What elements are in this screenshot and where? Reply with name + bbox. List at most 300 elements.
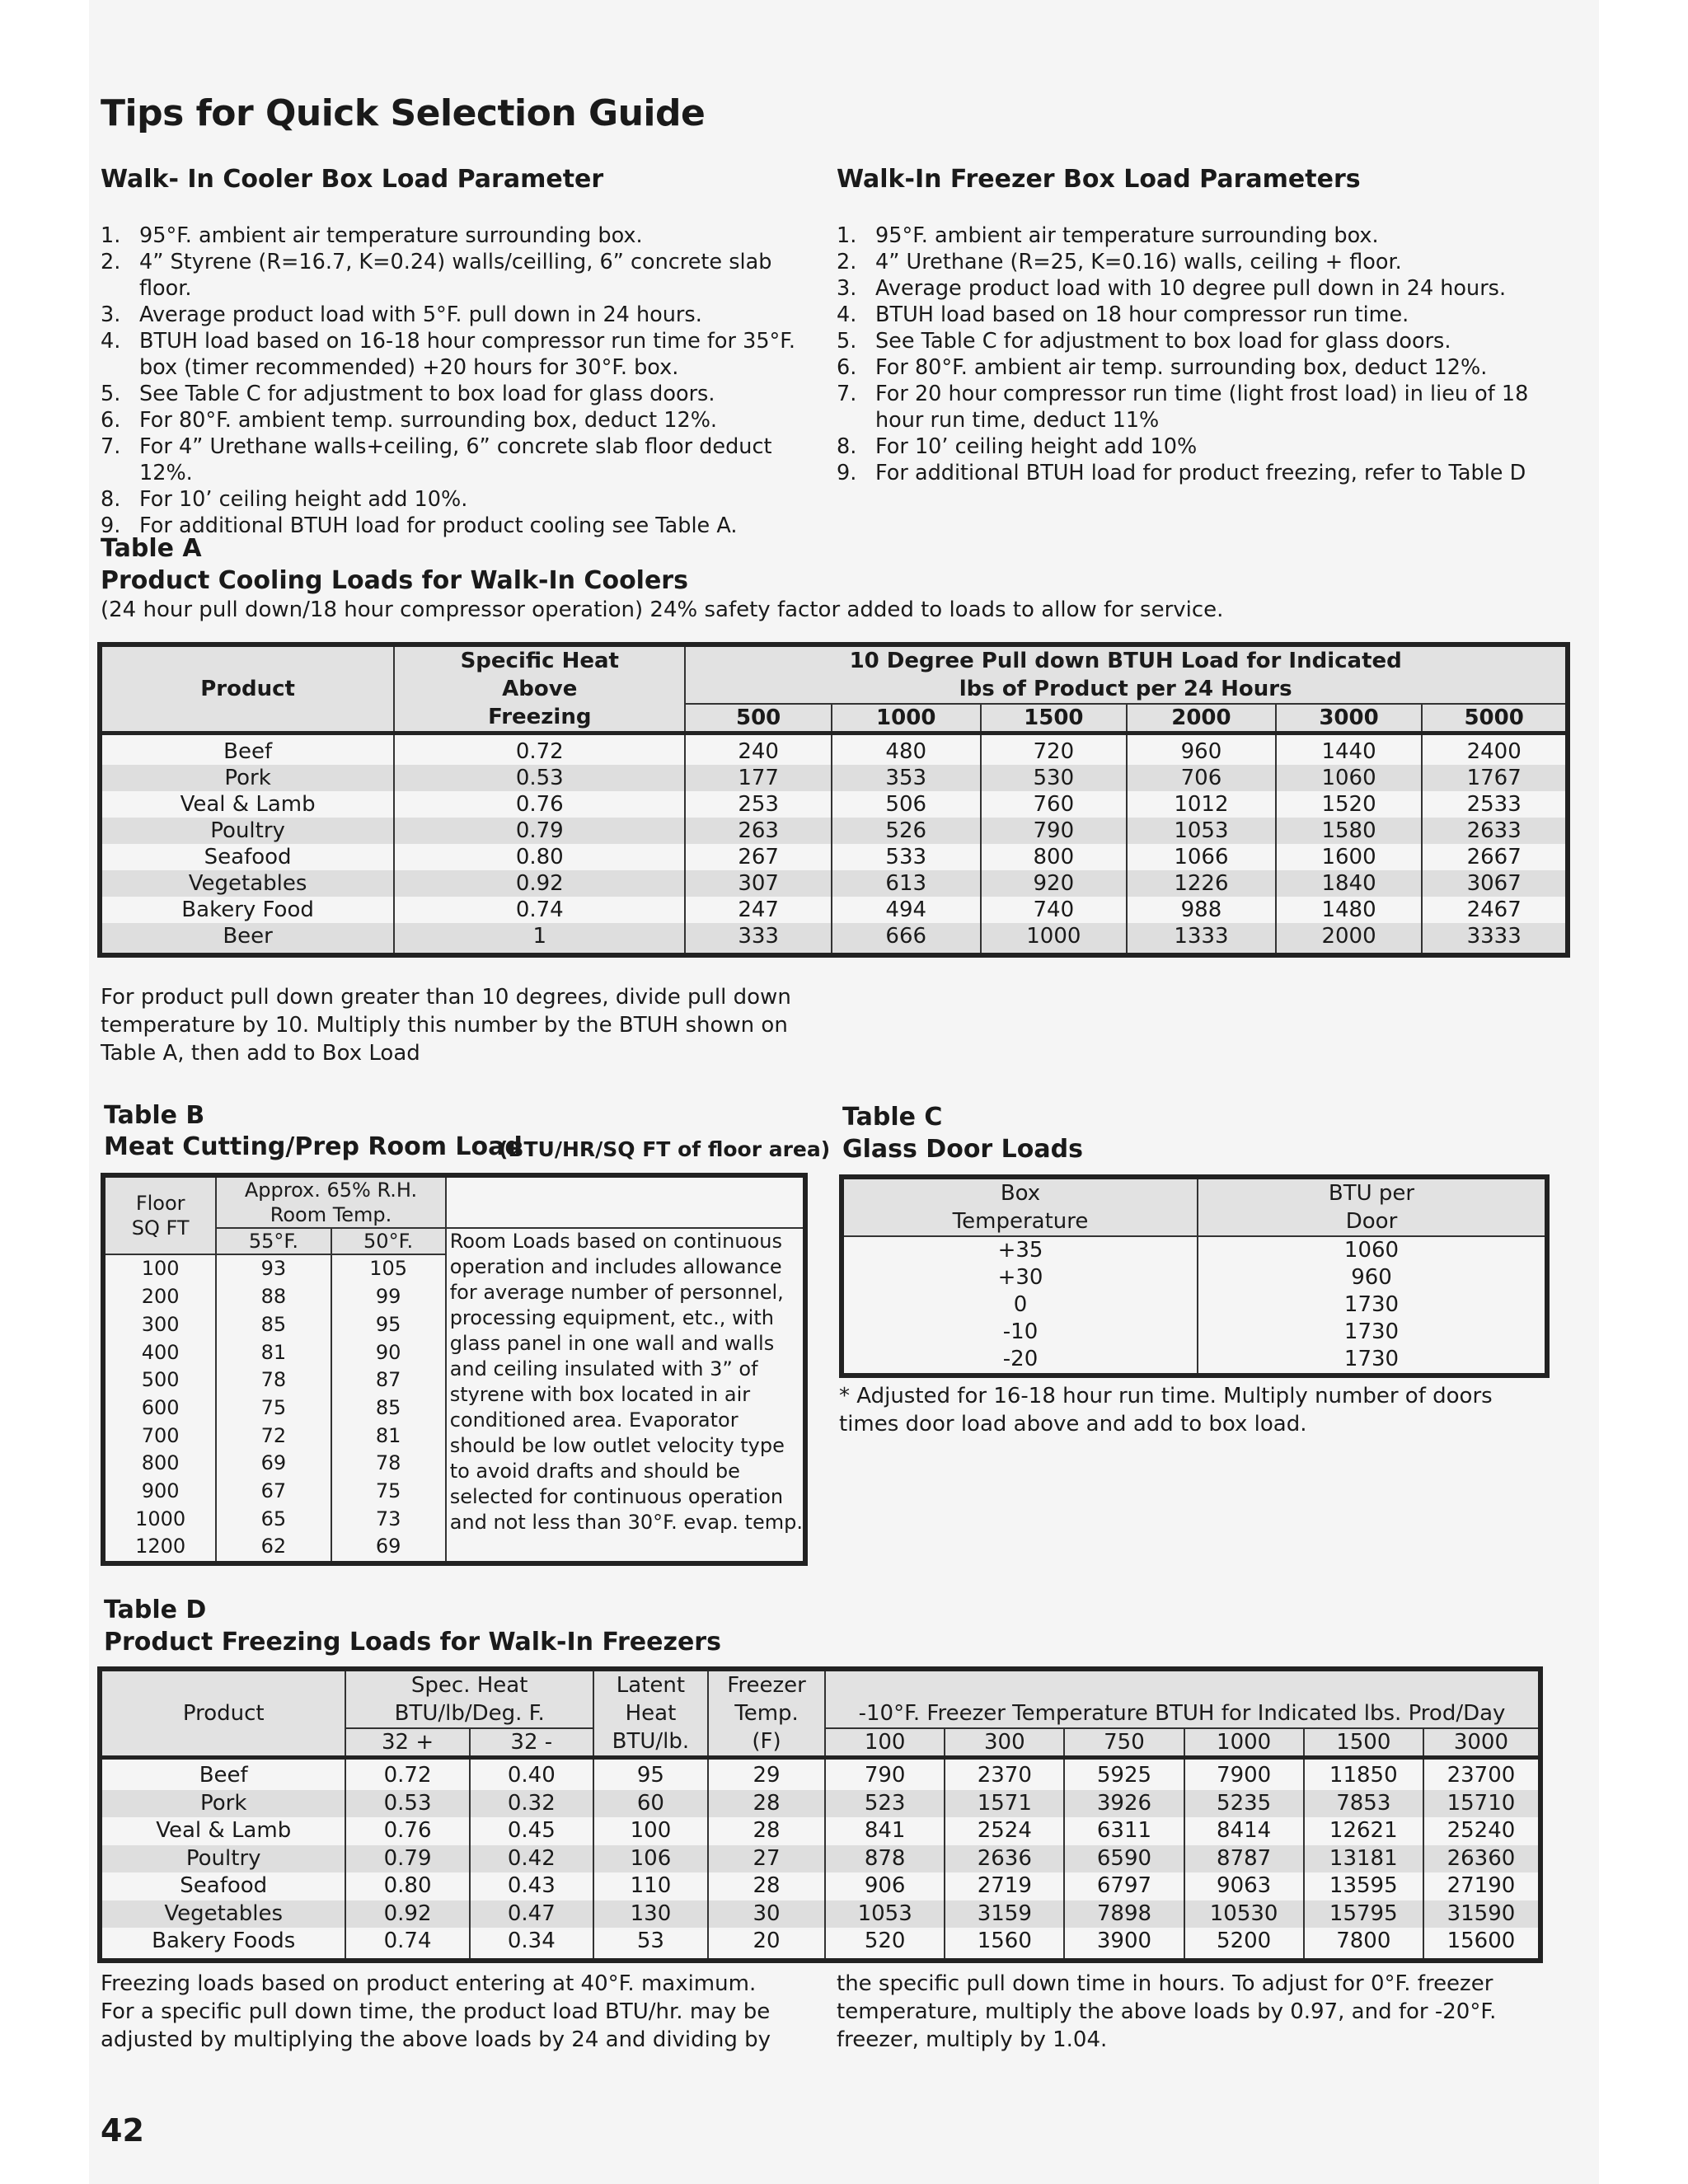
table-c-label: Table C — [842, 1103, 943, 1132]
page-number: 42 — [101, 2112, 144, 2149]
table-d-label: Table D — [104, 1596, 207, 1624]
table-row — [100, 733, 1568, 766]
table-b-description-line: glass panel in one wall and walls — [449, 1332, 775, 1355]
table-c — [839, 1174, 1550, 1378]
freezer-parameter-number: 3. — [837, 276, 857, 301]
table-d-cell: 8414 — [1184, 1817, 1304, 1845]
table-row — [100, 791, 1568, 818]
table-a-note — [101, 983, 791, 1067]
table-d-note-left-line1: Freezing loads based on product entering at 40°F. maximum. — [101, 1971, 757, 1996]
table-b-cell: 88 — [216, 1283, 331, 1311]
table-d-cell: 100 — [593, 1817, 708, 1845]
table-b-description-line: and ceiling insulated with 3” of — [449, 1357, 758, 1380]
page-title: Tips for Quick Selection Guide — [101, 92, 706, 134]
table-d-cell: 30 — [708, 1900, 825, 1929]
table-a-cell: 533 — [832, 844, 981, 870]
table-b-description-line: should be low outlet velocity type — [449, 1434, 785, 1457]
table-a-product-cell: Seafood — [204, 845, 292, 869]
table-b-description-line: styrene with box located in air — [449, 1383, 751, 1406]
table-d — [97, 1666, 1543, 1963]
cooler-parameter-item — [101, 434, 826, 486]
table-a-cell: 1053 — [1127, 818, 1276, 844]
table-d-cell: 28 — [708, 1790, 825, 1818]
table-a-cell: 526 — [832, 818, 981, 844]
table-d-cell: 60 — [593, 1790, 708, 1818]
table-d-cell: 2636 — [945, 1845, 1064, 1873]
table-d-cell: 0.45 — [470, 1817, 593, 1845]
table-d-cell: 7900 — [1184, 1758, 1304, 1790]
table-row — [100, 1900, 1540, 1929]
table-a-cell: 2633 — [1422, 818, 1568, 844]
table-a — [97, 642, 1570, 958]
table-a-header-specific-heat — [394, 644, 685, 733]
table-a-column-header: 1500 — [981, 704, 1128, 733]
cooler-parameter-list — [101, 223, 826, 539]
table-a-column-header: 3000 — [1276, 704, 1423, 733]
table-b-cell: 75 — [216, 1394, 331, 1422]
table-b-cell: 72 — [216, 1422, 331, 1450]
table-b-floor-cell: 100 — [103, 1254, 216, 1283]
freezer-parameter-text: See Table C for adjustment to box load for glass doors. — [875, 329, 1451, 354]
table-d-header-32-minus: 32 - — [470, 1728, 593, 1758]
table-b-description-line: to avoid drafts and should be — [449, 1460, 740, 1483]
cooler-parameter-text: Average product load with 5°F. pull down in 24 hours. — [139, 302, 702, 327]
freezer-parameter-number: 1. — [837, 223, 857, 248]
freezer-parameter-item — [837, 249, 1578, 275]
table-d-product-cell: Veal & Lamb — [156, 1818, 292, 1843]
cooler-parameter-item — [101, 249, 826, 302]
table-b-cell: 99 — [331, 1283, 446, 1311]
table-d-cell: 28 — [708, 1817, 825, 1845]
table-c-box-temp-cell: +30 — [997, 1265, 1043, 1290]
table-a-cell: 0.74 — [394, 897, 685, 923]
table-a-cell: 1580 — [1276, 818, 1423, 844]
cooler-parameter-number: 8. — [101, 487, 121, 512]
table-row — [100, 765, 1568, 791]
cooler-parameter-number: 1. — [101, 223, 121, 248]
table-a-header-group-line2: lbs of Product per 24 Hours — [959, 677, 1292, 701]
table-d-product-cell: Bakery Foods — [152, 1929, 296, 1953]
cooler-parameter-number: 4. — [101, 329, 121, 354]
table-d-cell: 15600 — [1423, 1928, 1540, 1961]
table-a-cell: 2400 — [1422, 733, 1568, 766]
table-a-cell: 3067 — [1422, 870, 1568, 897]
table-a-cell: 920 — [981, 870, 1128, 897]
table-a-title: Product Cooling Loads for Walk-In Coolers — [101, 566, 688, 595]
cooler-parameter-number: 9. — [101, 513, 121, 538]
table-d-note-left-line3: adjusted by multiplying the above loads by 24 and dividing by — [101, 2027, 771, 2052]
table-a-cell: 960 — [1127, 733, 1276, 766]
table-d-note-right-line2: temperature, multiply the above loads by 0.97, and for -20°F. — [837, 1999, 1497, 2024]
table-row — [103, 1254, 805, 1283]
table-a-cell: 480 — [832, 733, 981, 766]
table-d-cell: 1560 — [945, 1928, 1064, 1961]
cooler-parameter-item — [101, 513, 826, 539]
table-a-cell: 1480 — [1276, 897, 1423, 923]
table-b-floor-cell: 400 — [141, 1340, 180, 1364]
freezer-parameter-text: 95°F. ambient air temperature surrounding box. — [875, 223, 1379, 248]
table-a-column-header: 500 — [685, 704, 832, 733]
table-d-cell: 7898 — [1064, 1900, 1184, 1929]
freezer-parameter-number: 2. — [837, 250, 857, 274]
table-row — [100, 870, 1568, 897]
table-a-cell: 1767 — [1422, 765, 1568, 791]
table-a-header-product: Product — [100, 644, 394, 733]
table-d-cell: 5235 — [1184, 1790, 1304, 1818]
cooler-parameter-text: For 80°F. ambient temp. surrounding box, deduct 12%. — [139, 408, 718, 433]
table-c-header-box — [842, 1177, 1198, 1236]
table-a-note-line3: Table A, then add to Box Load — [101, 1041, 420, 1066]
table-b-cell: 69 — [216, 1450, 331, 1478]
table-d-cell: 3926 — [1064, 1790, 1184, 1818]
table-d-cell: 15795 — [1304, 1900, 1423, 1929]
cooler-parameter-number: 2. — [101, 250, 121, 274]
table-d-header-32-plus: 32 + — [345, 1728, 469, 1758]
table-a-cell: 613 — [832, 870, 981, 897]
table-d-cell: 2719 — [945, 1872, 1064, 1900]
freezer-parameter-number: 8. — [837, 434, 857, 459]
table-b — [101, 1173, 808, 1566]
table-a-cell: 2467 — [1422, 897, 1568, 923]
table-d-cell: 7853 — [1304, 1790, 1423, 1818]
table-d-header-spec — [345, 1669, 593, 1728]
table-row — [842, 1236, 1547, 1264]
table-d-header-product: Product — [100, 1669, 345, 1758]
table-d-cell: 0.72 — [345, 1758, 469, 1790]
table-a-cell: 706 — [1127, 765, 1276, 791]
table-d-cell: 25240 — [1423, 1817, 1540, 1845]
table-a-product-cell: Vegetables — [100, 870, 394, 897]
table-d-header-freezer-line1: Freezer — [727, 1673, 806, 1698]
freezer-parameter-number: 4. — [837, 302, 857, 327]
table-d-cell: 106 — [593, 1845, 708, 1873]
table-d-cell: 95 — [593, 1758, 708, 1790]
freezer-parameter-item — [837, 328, 1578, 354]
table-row — [842, 1264, 1547, 1291]
table-d-cell: 2524 — [945, 1817, 1064, 1845]
table-d-cell: 0.32 — [470, 1790, 593, 1818]
table-d-cell: 28 — [708, 1872, 825, 1900]
table-b-description-line: Room Loads based on continuous — [449, 1230, 782, 1253]
table-b-header-55: 55°F. — [216, 1228, 331, 1254]
table-a-cell: 253 — [685, 791, 832, 818]
table-b-cell: 81 — [216, 1338, 331, 1366]
table-c-note-line2: times door load above and add to box load. — [839, 1412, 1307, 1436]
table-b-label: Table B — [104, 1101, 205, 1130]
table-c-box-temp-cell: +35 — [997, 1238, 1043, 1263]
table-d-cell: 11850 — [1304, 1758, 1423, 1790]
table-a-cell: 333 — [685, 923, 832, 955]
table-a-cell: 506 — [832, 791, 981, 818]
cooler-parameter-number: 5. — [101, 382, 121, 406]
table-d-cell: 9063 — [1184, 1872, 1304, 1900]
table-b-unit: (BTU/HR/SQ FT of floor area) — [499, 1137, 831, 1161]
cooler-parameter-item — [101, 381, 826, 407]
table-b-cell: 78 — [216, 1366, 331, 1394]
cooler-parameter-text: For 4” Urethane walls+ceiling, 6” concrete slab floor deduct 12%. — [139, 434, 772, 485]
table-b-description-line: processing equipment, etc., with — [449, 1306, 774, 1329]
table-c-btu-cell: 1730 — [1198, 1291, 1547, 1319]
cooler-parameter-text: 95°F. ambient air temperature surrounding box. — [139, 223, 643, 248]
table-d-cell: 0.74 — [345, 1928, 469, 1961]
table-a-product-cell: Beer — [100, 923, 394, 955]
table-c-box-temp-cell: -10 — [1002, 1319, 1039, 1344]
table-a-cell: 1520 — [1276, 791, 1423, 818]
table-b-header-50: 50°F. — [331, 1228, 446, 1254]
freezer-parameter-item — [837, 381, 1578, 407]
table-b-cell: 78 — [331, 1450, 446, 1478]
table-c-box-temp-cell: -20 — [1002, 1347, 1039, 1371]
table-d-cell: 0.92 — [345, 1900, 469, 1929]
table-a-cell: 0.92 — [394, 870, 685, 897]
table-row — [100, 1845, 1540, 1873]
table-a-header-sh-line3: Freezing — [488, 705, 592, 729]
table-d-cell: 1053 — [825, 1900, 945, 1929]
freezer-parameter-item — [837, 302, 1578, 328]
cooler-parameter-item — [101, 223, 826, 249]
table-a-product-cell: Bakery Food — [181, 898, 314, 922]
freezer-parameter-item — [837, 434, 1578, 460]
table-a-cell: 1000 — [981, 923, 1128, 955]
table-d-header-spec-line2: BTU/lb/Deg. F. — [394, 1701, 545, 1726]
freezer-parameter-text: For 80°F. ambient air temp. surrounding box, deduct 12%. — [875, 355, 1488, 380]
freezer-parameter-item — [837, 460, 1578, 486]
table-c-btu-cell: 1730 — [1198, 1346, 1547, 1376]
table-d-product-cell: Beef — [199, 1763, 248, 1788]
table-b-floor-cell: 600 — [141, 1395, 180, 1419]
table-d-cell: 520 — [825, 1928, 945, 1961]
table-a-cell: 720 — [981, 733, 1128, 766]
table-a-cell: 267 — [685, 844, 832, 870]
table-b-cell: 73 — [331, 1505, 446, 1533]
table-d-cell: 1571 — [945, 1790, 1064, 1818]
table-d-cell: 0.43 — [470, 1872, 593, 1900]
table-d-cell: 841 — [825, 1817, 945, 1845]
table-d-cell: 20 — [708, 1928, 825, 1961]
table-row — [100, 844, 1568, 870]
table-d-cell: 7800 — [1304, 1928, 1423, 1961]
table-a-cell: 3333 — [1422, 923, 1568, 955]
table-b-description-line: and not less than 30°F. evap. temp. — [449, 1511, 803, 1534]
freezer-heading: Walk-In Freezer Box Load Parameters — [837, 165, 1361, 194]
table-a-cell: 177 — [685, 765, 832, 791]
table-row — [100, 1758, 1540, 1790]
table-a-cell: 0.76 — [394, 791, 685, 818]
table-b-cell: 69 — [331, 1533, 446, 1563]
table-d-column-header: 300 — [945, 1728, 1064, 1758]
table-c-btu-cell: 1060 — [1198, 1236, 1547, 1264]
table-d-cell: 3900 — [1064, 1928, 1184, 1961]
table-row — [842, 1346, 1547, 1376]
table-d-note-right — [837, 1970, 1496, 2054]
cooler-parameter-text: For additional BTUH load for product cooling see Table A. — [139, 513, 738, 538]
table-c-box-temp-cell: 0 — [1013, 1292, 1028, 1317]
table-a-cell: 307 — [685, 870, 832, 897]
table-d-cell: 0.34 — [470, 1928, 593, 1961]
table-b-cell: 85 — [331, 1394, 446, 1422]
table-d-cell: 2370 — [945, 1758, 1064, 1790]
cooler-parameter-number: 7. — [101, 434, 121, 459]
table-b-cell: 65 — [216, 1505, 331, 1533]
cooler-parameter-number: 3. — [101, 302, 121, 327]
table-row — [100, 1790, 1540, 1818]
table-d-header-latent-line3: BTU/lb. — [612, 1729, 690, 1754]
table-a-cell: 740 — [981, 897, 1128, 923]
table-a-column-header: 1000 — [832, 704, 981, 733]
table-a-cell: 1226 — [1127, 870, 1276, 897]
table-d-product-cell: Pork — [100, 1790, 345, 1818]
table-d-cell: 790 — [825, 1758, 945, 1790]
table-a-column-header: 5000 — [1422, 704, 1568, 733]
cooler-parameter-text: For 10’ ceiling height add 10%. — [139, 487, 468, 512]
table-a-cell: 0.80 — [394, 844, 685, 870]
table-a-cell: 240 — [685, 733, 832, 766]
freezer-parameter-number: 6. — [837, 355, 857, 380]
table-d-header-freezer-line3: (F) — [752, 1729, 781, 1754]
table-row — [100, 1817, 1540, 1845]
table-c-header-box-line1: Box — [1000, 1181, 1041, 1206]
table-d-header-freezer-line2: Temp. — [734, 1701, 799, 1726]
table-b-cell: 90 — [331, 1338, 446, 1366]
table-d-cell: 6797 — [1064, 1872, 1184, 1900]
table-d-column-header: 750 — [1064, 1728, 1184, 1758]
table-a-cell: 1840 — [1276, 870, 1423, 897]
table-c-title: Glass Door Loads — [842, 1135, 1083, 1164]
table-a-cell: 1060 — [1276, 765, 1423, 791]
table-d-cell: 27 — [708, 1845, 825, 1873]
table-a-label: Table A — [101, 534, 202, 563]
freezer-parameter-list — [837, 223, 1578, 486]
table-d-product-cell: Seafood — [180, 1873, 268, 1898]
table-b-header-rh-line2: Room Temp. — [270, 1203, 392, 1226]
table-d-cell: 29 — [708, 1758, 825, 1790]
table-d-cell: 0.76 — [345, 1817, 469, 1845]
table-b-description-line: selected for continuous operation — [449, 1485, 784, 1508]
table-a-product-cell: Pork — [100, 765, 394, 791]
table-a-cell: 0.72 — [394, 733, 685, 766]
table-b-description-line: for average number of personnel, — [449, 1281, 784, 1304]
table-d-cell: 15710 — [1423, 1790, 1540, 1818]
table-d-cell: 0.79 — [345, 1845, 469, 1873]
freezer-parameter-text: BTUH load based on 18 hour compressor run time. — [875, 302, 1409, 327]
table-d-column-header: 1500 — [1304, 1728, 1423, 1758]
table-b-cell: 67 — [216, 1478, 331, 1506]
table-c-header-btu-line2: Door — [1345, 1209, 1398, 1234]
table-b-floor-cell: 900 — [141, 1479, 180, 1502]
table-d-cell: 110 — [593, 1872, 708, 1900]
table-d-product-cell: Poultry — [100, 1845, 345, 1873]
table-b-header-rh-line1: Approx. 65% R.H. — [244, 1179, 418, 1202]
table-a-cell: 1333 — [1127, 923, 1276, 955]
table-d-note-right-line3: freezer, multiply by 1.04. — [837, 2027, 1108, 2052]
table-b-floor-cell: 500 — [141, 1368, 180, 1392]
table-d-cell: 10530 — [1184, 1900, 1304, 1929]
table-d-cell: 26360 — [1423, 1845, 1540, 1873]
table-a-cell: 760 — [981, 791, 1128, 818]
table-a-cell: 1600 — [1276, 844, 1423, 870]
freezer-parameter-text: 4” Urethane (R=25, K=0.16) walls, ceiling + floor. — [875, 250, 1402, 274]
table-c-header-btu — [1198, 1177, 1547, 1236]
table-b-description-line: operation and includes allowance — [449, 1255, 782, 1278]
table-a-cell: 1440 — [1276, 733, 1423, 766]
table-a-cell: 0.79 — [394, 818, 685, 844]
cooler-parameter-text: See Table C for adjustment to box load for glass doors. — [139, 382, 715, 406]
table-d-cell: 13181 — [1304, 1845, 1423, 1873]
table-d-cell: 906 — [825, 1872, 945, 1900]
table-row — [100, 1928, 1540, 1961]
table-b-cell: 95 — [331, 1310, 446, 1338]
table-b-header-rh — [216, 1175, 445, 1228]
table-d-cell: 523 — [825, 1790, 945, 1818]
table-a-column-header: 2000 — [1127, 704, 1276, 733]
table-b-header-floor — [103, 1175, 216, 1254]
freezer-parameter-item — [837, 275, 1578, 302]
cooler-parameter-text: box (timer recommended) +20 hours for 30°F. box. — [139, 355, 679, 380]
table-a-cell: 530 — [981, 765, 1128, 791]
freezer-parameter-number: 9. — [837, 461, 857, 485]
table-d-cell: 5925 — [1064, 1758, 1184, 1790]
table-c-btu-cell: 1730 — [1198, 1319, 1547, 1346]
freezer-parameter-text: For 20 hour compressor run time (light frost load) in lieu of 18 — [875, 382, 1529, 406]
table-a-note-line1: For product pull down greater than 10 degrees, divide pull down — [101, 985, 791, 1010]
table-b-floor-cell: 1200 — [135, 1535, 186, 1558]
freezer-parameter-number: 7. — [837, 382, 857, 406]
cooler-parameter-item — [101, 486, 826, 513]
table-a-header-sh-line2: Above — [502, 677, 578, 701]
table-a-header-group-line1: 10 Degree Pull down BTUH Load for Indicated — [849, 649, 1402, 673]
table-d-column-header: 3000 — [1423, 1728, 1540, 1758]
cooler-parameter-text: BTUH load based on 16-18 hour compressor run time for 35°F. — [139, 329, 795, 354]
freezer-parameter-text: For 10’ ceiling height add 10% — [875, 434, 1198, 459]
table-a-note-line2: temperature by 10. Multiply this number by the BTUH shown on — [101, 1013, 788, 1038]
table-a-cell: 1012 — [1127, 791, 1276, 818]
table-d-cell: 12621 — [1304, 1817, 1423, 1845]
table-a-cell: 2667 — [1422, 844, 1568, 870]
table-row — [100, 818, 1568, 844]
table-d-cell: 3159 — [945, 1900, 1064, 1929]
table-row — [842, 1319, 1547, 1346]
table-b-description — [446, 1229, 805, 1538]
table-b-floor-cell: 300 — [141, 1312, 180, 1336]
table-row — [100, 1872, 1540, 1900]
freezer-parameter-number: 5. — [837, 329, 857, 354]
table-b-title: Meat Cutting/Prep Room Load — [104, 1132, 523, 1161]
table-a-cell: 0.53 — [394, 765, 685, 791]
table-b-cell: 87 — [331, 1366, 446, 1394]
table-a-cell: 800 — [981, 844, 1128, 870]
table-b-header-floor-line1: Floor — [135, 1192, 185, 1215]
freezer-parameter-item — [837, 407, 1578, 434]
table-d-header-group: -10°F. Freezer Temperature BTUH for Indicated lbs. Prod/Day — [825, 1669, 1540, 1728]
table-b-cell: 62 — [216, 1533, 331, 1563]
table-a-cell: 353 — [832, 765, 981, 791]
table-b-cell: 81 — [331, 1422, 446, 1450]
cooler-heading: Walk- In Cooler Box Load Parameter — [101, 165, 604, 194]
table-c-note-line1: * Adjusted for 16-18 hour run time. Multiply number of doors — [839, 1384, 1493, 1408]
table-b-cell: 75 — [331, 1478, 446, 1506]
table-row — [100, 923, 1568, 955]
table-d-header-spec-line1: Spec. Heat — [410, 1673, 528, 1698]
table-a-cell: 790 — [981, 818, 1128, 844]
table-b-description-line: conditioned area. Evaporator — [449, 1408, 738, 1432]
table-d-cell: 6590 — [1064, 1845, 1184, 1873]
table-d-header-latent-line1: Latent — [616, 1673, 686, 1698]
table-d-cell: 27190 — [1423, 1872, 1540, 1900]
table-d-cell: 31590 — [1423, 1900, 1540, 1929]
table-a-product-cell: Poultry — [100, 818, 394, 844]
table-row — [100, 897, 1568, 923]
table-b-floor-cell: 1000 — [135, 1507, 186, 1530]
